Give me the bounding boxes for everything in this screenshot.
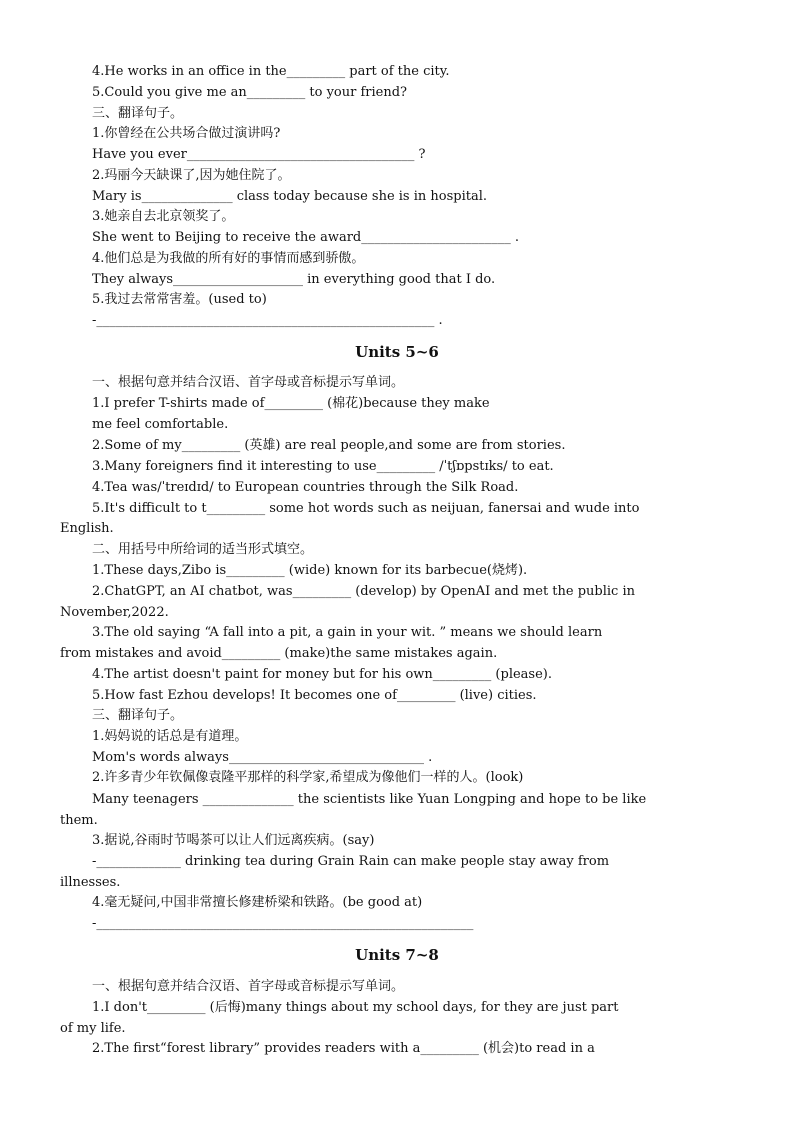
question-line: 2.ChatGPT, an AI chatbot, was_________ (develop) by OpenAI and met the public in bbox=[92, 584, 635, 599]
answer-line: She went to Beijing to receive the award_______________________ . bbox=[92, 230, 520, 245]
answer-line: They always____________________ in everything good that I do. bbox=[92, 272, 496, 287]
question-line: 3.她亲自去北京领奖了。 bbox=[92, 209, 235, 224]
answer-line: illnesses. bbox=[60, 875, 121, 890]
question-line: me feel comfortable. bbox=[92, 417, 229, 432]
answer-line: them. bbox=[60, 813, 98, 828]
question-line: 2.许多青少年钦佩像袁隆平那样的科学家,希望成为像他们一样的人。(look) bbox=[92, 770, 524, 785]
question-line: 4.他们总是为我做的所有好的事情而感到骄傲。 bbox=[92, 251, 365, 266]
question-line: 2.Some of my_________ (英雄) are real people,and some are from stories. bbox=[92, 438, 566, 453]
question-line: 1.I don't_________ (后悔)many things about my school days, for they are just part bbox=[92, 1000, 619, 1015]
section-title: 二、用括号中所给词的适当形式填空。 bbox=[92, 542, 314, 557]
answer-line: -_____________ drinking tea during Grain Rain can make people stay away from bbox=[92, 854, 610, 869]
question-line: 1.妈妈说的话总是有道理。 bbox=[92, 729, 248, 744]
section-title: 一、根据句意并结合汉语、首字母或音标提示写单词。 bbox=[92, 375, 405, 390]
question-line: 4.The artist doesn't paint for money but for his own_________ (please). bbox=[92, 667, 552, 682]
question-line: 3.Many foreigners find it interesting to use_________ /ˈtʃɒpstɪks/ to eat. bbox=[92, 459, 554, 474]
question-line: 2.The first“forest library” provides readers with a_________ (机会)to read in a bbox=[92, 1041, 595, 1056]
answer-line: -____________________________________________________ . bbox=[92, 313, 443, 328]
question-line: 2.玛丽今天缺课了,因为她住院了。 bbox=[92, 168, 291, 183]
question-line: of my life. bbox=[60, 1021, 126, 1036]
question-line: 1.I prefer T-shirts made of_________ (棉花)because they make bbox=[92, 396, 490, 411]
answer-line: -__________________________________________________________ bbox=[92, 916, 474, 931]
question-line: 4.He works in an office in the_________ part of the city. bbox=[92, 64, 450, 79]
question-line: from mistakes and avoid_________ (make)the same mistakes again. bbox=[60, 646, 498, 661]
question-line: 5.Could you give me an_________ to your friend? bbox=[92, 85, 408, 100]
question-line: 4.Tea was/ˈtreɪdɪd/ to European countries through the Silk Road. bbox=[92, 480, 519, 495]
unit-heading: Units 5~6 bbox=[355, 343, 439, 361]
question-line: 5.How fast Ezhou develops! It becomes one of_________ (live) cities. bbox=[92, 688, 537, 703]
section-title: 三、翻译句子。 bbox=[92, 106, 184, 121]
answer-line: Mom's words always______________________________ . bbox=[92, 750, 433, 765]
question-line: 5.It's difficult to t_________ some hot words such as neijuan, fanersai and wude into bbox=[92, 501, 640, 516]
answer-line: Many teenagers ______________ the scientists like Yuan Longping and hope to be like bbox=[92, 792, 647, 807]
answer-line: Have you ever___________________________________ ? bbox=[92, 147, 426, 162]
section-title: 三、翻译句子。 bbox=[92, 708, 184, 723]
question-line: English. bbox=[60, 521, 114, 536]
question-line: 5.我过去常常害羞。(used to) bbox=[92, 292, 267, 307]
question-line: November,2022. bbox=[60, 605, 169, 620]
question-line: 3.据说,谷雨时节喝茶可以让人们远离疾病。(say) bbox=[92, 833, 375, 848]
question-line: 1.These days,Zibo is_________ (wide) known for its barbecue(烧烤). bbox=[92, 563, 528, 578]
unit-heading: Units 7~8 bbox=[355, 946, 439, 964]
section-title: 一、根据句意并结合汉语、首字母或音标提示写单词。 bbox=[92, 979, 405, 994]
question-line: 1.你曾经在公共场合做过演讲吗? bbox=[92, 126, 281, 141]
answer-line: Mary is______________ class today because she is in hospital. bbox=[92, 189, 488, 204]
question-line: 4.毫无疑问,中国非常擅长修建桥梁和铁路。(be good at) bbox=[92, 895, 423, 910]
question-line: 3.The old saying “A fall into a pit, a gain in your wit. ” means we should learn bbox=[92, 625, 603, 640]
